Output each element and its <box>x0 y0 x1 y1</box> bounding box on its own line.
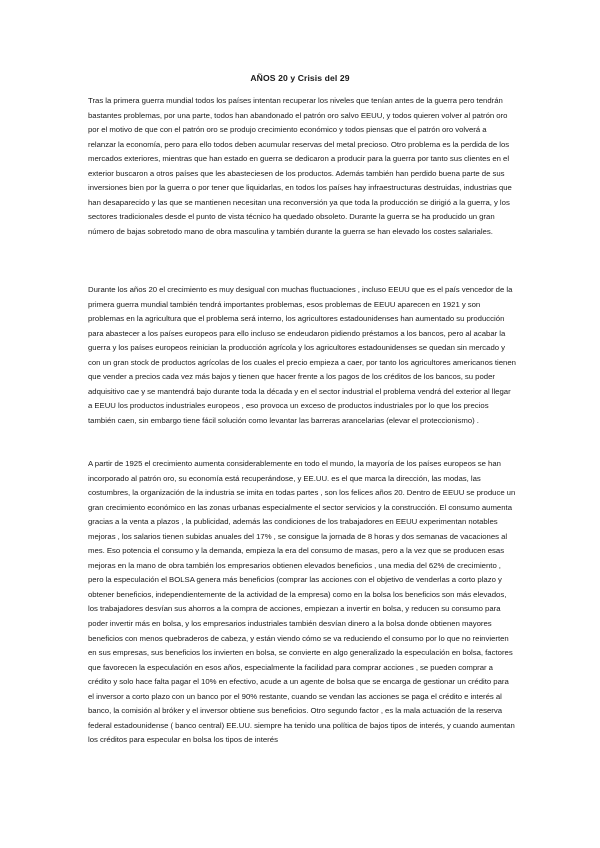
paragraph-uneven-growth: Durante los años 20 el crecimiento es muy desigual con muchas fluctuaciones , incluso EEUU que es el país vencedor de la primera guerra mundial también tendrá importantes problemas, esos problemas de EEUU aparecen en 1921 y son problemas en la agricultura que el problema será interno, los agricultores estadounidenses han aumentado su producción para abastecer a los países europeos para ello incluso se endeudaron pidiendo préstamos a los bancos, pero al acabar la guerra y los países europeos reinician la producción agrícola y los agricultores estadounidenses se quedan sin mercado y con un gran stock de productos agrícolas de los cuales el precio empieza a caer, por tanto los agricultores americanos tienen que vender a precios cada vez más bajos y tienen que hacer frente a los pagos de los créditos de los bancos, su poder adquisitivo cae y se mantendrá bajo durante toda la década y en el sector industrial el problema vendrá del exterior al llegar a EEUU los productos industriales europeos , eso provoca un exceso de productos industriales por lo que los precios también caen, sin embargo tiene fácil solución como levantar las barreras arancelarias (elevar el proteccionismo) . <box>88 285 516 425</box>
document-title: AÑOS 20 y Crisis del 29 <box>250 73 350 83</box>
paragraph-postwar-problems: Tras la primera guerra mundial todos los países intentan recuperar los niveles que tenían antes de la guerra pero tendrán bastantes problemas, por una parte, todos han abandonado el patrón oro salvo EEUU, y todos quieren volver al patrón oro por el motivo de que con el patrón oro se produjo crecimiento económico y todos piensas que el patrón oro volverá a relanzar la economía, pero para ello todos deben acumular reservas del metal precioso. Otro problema es la perdida de los mercados exteriores, mientras que han estado en guerra se dedicaron a producir para la guerra por tanto sus clientes en el exterior buscaron a otros países que les abasteciesen de los productos. Además también han perdido buena parte de sus inversiones bien por la guerra o por tener que liquidarlas, en todos los países hay infraestructuras destruidas, industrias que han desaparecido y las que se mantienen necesitan una reconversión ya que toda la producción se dirigió a la guerra, y los sectores tradicionales desde el punto de vista técnico ha quedado obsoleto. Durante la guerra se ha producido un gran número de bajas sobretodo mano de obra masculina y también durante la guerra se han elevado los costes salariales. <box>88 96 512 236</box>
paragraph-roaring-twenties: A partir de 1925 el crecimiento aumenta considerablemente en todo el mundo, la mayoría de los países europeos se han incorporado al patrón oro, su economía está recuperándose, y EE.UU. es el que marca la dirección, las modas, las costumbres, la organización de la industria se imita en todas partes , son los felices años 20. Dentro de EEUU se produce un gran crecimiento económico en las zonas urbanas especialmente el sector servicios y la construcción. El consumo aumenta gracias a la venta a plazos , la publicidad, además las condiciones de los trabajadores en EEUU experimentan notables mejoras , los salarios tienen subidas anuales del 17% , se consigue la jornada de 8 horas y dos semanas de vacaciones al mes. Eso potencia el consumo y la demanda, empieza la era del consumo de masas, pero a la vez que se producen esas mejoras en la mano de obra también los empresarios obtienen elevados beneficios , una media del 62% de crecimiento , pero la especulación el BOLSA genera más beneficios (comprar las acciones con el objetivo de venderlas a corto plazo y obtener beneficios, independientemente de la actividad de la empresa) como en la bolsa los beneficios son más elevados, los trabajadores desvían sus ahorros a la compra de acciones, empiezan a invertir en bolsa, y reducen su consumo para poder invertir más en bolsa, y los empresarios industriales también desvían dinero a la bolsa donde obtienen mayores beneficios con menos quebraderos de cabeza, y están viendo cómo se va reduciendo el consumo por lo que no reinvierten en sus empresas, sus beneficios los invierten en bolsa, se convierte en algo generalizado la especulación en bolsa, factores que favorecen la especulación en esos años, especialmente la facilidad para comprar acciones , se pueden comprar a crédito y solo hace falta pagar el 10% en efectivo, acude a un agente de bolsa que se encarga de gestionar un crédito para el inversor a corto plazo con un banco por el 90% restante, cuando se vendan las acciones se paga el crédito e interés al banco, la comisión al bróker y el inversor obtiene sus beneficios. Otro segundo factor , es la mala actuación de la reserva federal estadounidense ( banco central) EE.UU. siempre ha tenido una política de bajos tipos de interés, y cuando aumentan los créditos para especular en bolsa los tipos de interés <box>88 459 516 745</box>
